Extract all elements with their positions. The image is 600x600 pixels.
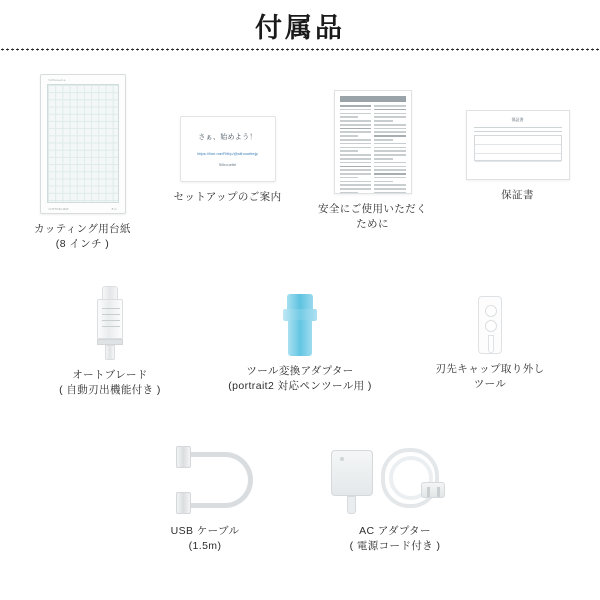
cutting-mat-icon: [40, 74, 126, 214]
safety-doc-column: [374, 105, 406, 194]
accessory-caption: [34, 222, 131, 252]
caption-line-2: (1.5m): [188, 540, 222, 552]
accessory-caption: [174, 190, 282, 205]
accessory-item-blade-cap-remover: [395, 282, 585, 398]
caption-line-1: 刃先キャップ取り外し: [435, 363, 545, 375]
accessory-row-3: [0, 440, 600, 554]
accessory-caption: [59, 368, 161, 398]
caption-line-1: 保証書: [501, 189, 534, 201]
caption-line-2: ツール: [473, 378, 507, 390]
auto-blade-icon: [95, 286, 125, 360]
accessory-item-auto-blade: [15, 282, 205, 398]
warranty-document-icon: [466, 110, 570, 180]
cutting-mat-foot-right-label: 8 in: [111, 207, 117, 211]
ac-adapter-icon: [325, 442, 465, 516]
warranty-doc-heading: 保証書: [511, 117, 524, 122]
page-header: [0, 0, 600, 52]
header-divider: [0, 48, 600, 51]
accessory-item-ac-adapter: [300, 440, 490, 554]
caption-line-1: 安全にご使用いただく: [318, 203, 427, 215]
accessory-item-usb-cable: [110, 440, 300, 554]
safety-doc-column: [340, 105, 372, 194]
accessory-caption: [318, 202, 427, 232]
setup-card-brand: Silhouette: [218, 161, 237, 167]
warranty-doc-table: [474, 135, 562, 161]
setup-card-heading: さぁ、始めよう！: [198, 133, 257, 141]
tool-adapter-icon: [277, 294, 323, 356]
accessory-row-2: [0, 282, 600, 398]
cutting-mat-foot-left-label: CUTTING MAT: [48, 207, 69, 211]
caption-line-2: ために: [356, 218, 389, 230]
accessory-caption: [228, 364, 372, 394]
accessory-item-safety-guide: [300, 74, 445, 252]
caption-line-1: セットアップのご案内: [173, 191, 282, 203]
caption-line-1: カッティング用台紙: [34, 223, 131, 235]
accessory-caption: [171, 524, 240, 554]
accessory-caption: [436, 362, 545, 392]
setup-card-url: https://line.me/R/ti/p/@silhouettejp: [197, 150, 258, 156]
caption-line-1: AC アダプター: [359, 525, 431, 537]
accessory-item-setup-guide: [155, 74, 300, 252]
safety-document-icon: [334, 90, 412, 194]
caption-line-1: オートブレード: [72, 369, 148, 381]
caption-line-2: (portrait2 対応ペンツール用 ): [228, 380, 372, 392]
caption-line-1: ツール変換アダプター: [246, 365, 354, 377]
caption-line-2: ( 自動刃出機能付き ): [59, 384, 161, 396]
page-title: 付属品: [255, 13, 345, 43]
setup-card-icon: [180, 116, 276, 182]
safety-doc-title-bar: [340, 96, 406, 102]
accessory-item-cutting-mat: [10, 74, 155, 252]
caption-line-2: ( 電源コード付き ): [349, 540, 441, 552]
usb-cable-icon: [150, 444, 260, 516]
accessory-caption: [501, 188, 534, 203]
accessory-item-tool-adapter: [205, 282, 395, 398]
caption-line-1: USB ケーブル: [170, 525, 240, 537]
blade-cap-tool-icon: [478, 296, 502, 354]
accessory-item-warranty: [445, 74, 590, 252]
cutting-mat-logo-label: Silhouette: [48, 78, 66, 82]
accessory-row-1: [0, 74, 600, 252]
accessory-caption: [350, 524, 441, 554]
cutting-mat-grid: [47, 84, 119, 203]
caption-line-2: (8 インチ ): [55, 238, 110, 250]
safety-doc-columns: [340, 105, 406, 194]
